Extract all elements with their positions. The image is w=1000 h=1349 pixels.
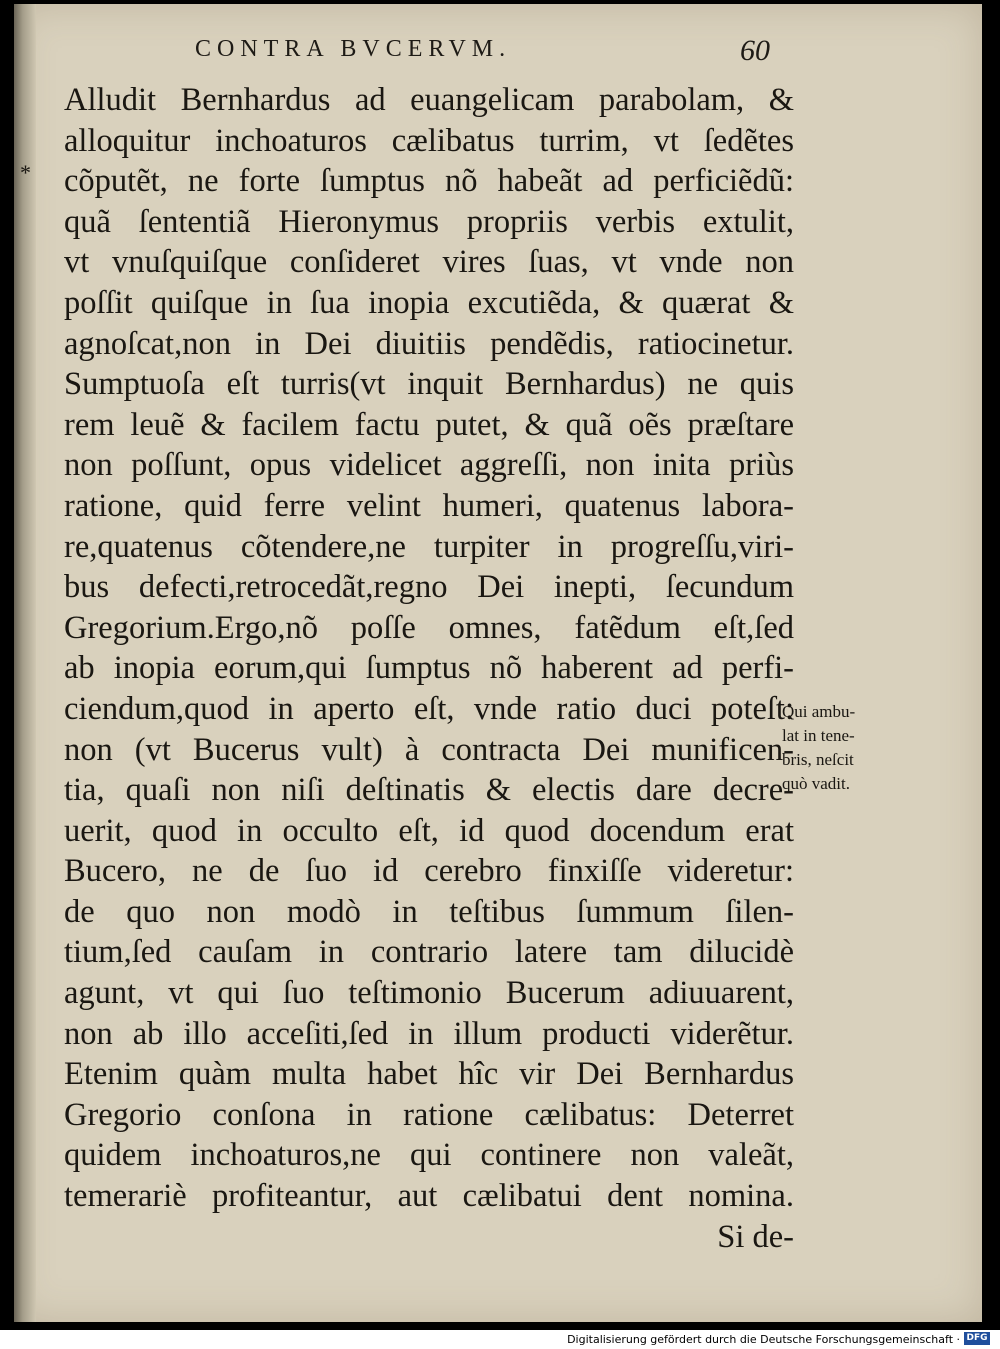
dfg-logo: DFG (964, 1332, 990, 1345)
margin-note-line: quò vadit. (782, 774, 850, 793)
text-line: vt vnuſquiſque conſideret vires ſuas, vt vnde non (64, 244, 794, 281)
text-line: cõputẽt, ne forte ſumptus nõ habeãt ad perficiẽdũ: (64, 163, 794, 200)
text-line: poſſit quiſque in ſua inopia excutiẽda, & quærat & (64, 284, 794, 321)
text-line: de quo non modò in teſtibus ſummum ſilen- (64, 893, 794, 930)
page-gutter-edge (14, 4, 36, 1322)
margin-note-line: Qui ambu- (782, 702, 856, 721)
text-line: Etenim quàm multa habet hîc vir Dei Bernhardus (64, 1056, 794, 1093)
text-line: re,quatenus cõtendere,ne turpiter in progreſſu,viri- (64, 528, 794, 565)
margin-note-line: bris, neſcit (782, 750, 854, 769)
text-line: ratione, quid ferre velint humeri, quatenus labora- (64, 487, 794, 524)
catchword: Si de- (717, 1218, 794, 1255)
text-line: agnoſcat,non in Dei diuitiis pendẽdis, ratiocinetur. (64, 325, 794, 362)
running-head: CONTRA BVCERVM. (195, 36, 512, 62)
text-line: non (vt Bucerus vult) à contracta Dei munificen- (64, 731, 794, 768)
text-line: Bucero, ne de ſuo id cerebro finxiſſe videretur: (64, 853, 794, 890)
text-line: non ab illo acceſiti,ſed in illum producti viderẽtur. (64, 1015, 794, 1052)
funding-credit: Digitalisierung gefördert durch die Deutsche Forschungsgemeinschaft · (567, 1333, 960, 1346)
text-line: Alludit Bernhardus ad euangelicam parabolam, & (64, 82, 794, 118)
margin-asterisk: * (20, 160, 31, 185)
text-line: alloquitur inchoaturos cælibatus turrim, vt ſedẽtes (64, 122, 794, 159)
margin-note-line: lat in tene- (782, 726, 855, 745)
text-line: temerariè profiteantur, aut cælibatui dent nomina. (64, 1178, 794, 1215)
text-line: rem leuẽ & facilem factu putet, & quã oẽs præſtare (64, 406, 794, 443)
margin-note (782, 700, 892, 796)
text-line: Sumptuoſa eſt turris(vt inquit Bernhardus) ne quis (64, 366, 794, 403)
text-line: Gregorio conſona in ratione cælibatus: Deterret (64, 1096, 794, 1133)
text-line: quã ſententiã Hieronymus propriis verbis extulit, (64, 203, 794, 240)
body-text (64, 80, 794, 1257)
text-line: agunt, vt qui ſuo teſtimonio Bucerum adiuuarent, (64, 975, 794, 1012)
text-line: tium,ſed cauſam in contrario latere tam dilucidè (64, 934, 794, 971)
page-number: 60 (740, 34, 770, 67)
text-line: tia, quaſi non niſi deſtinatis & electis dare decre- (64, 772, 794, 809)
text-line: ciendum,quod in aperto eſt, vnde ratio duci poteſt: (64, 690, 794, 727)
text-line: bus defecti,retrocedãt,regno Dei inepti, ſecundum (64, 569, 794, 606)
text-line: non poſſunt, opus videlicet aggreſſi, non inita priùs (64, 447, 794, 484)
text-line: uerit, quod in occulto eſt, id quod docendum erat (64, 812, 794, 849)
text-line: quidem inchoaturos,ne qui continere non valeãt, (64, 1137, 794, 1174)
text-line: ab inopia eorum,qui ſumptus nõ haberent ad perfi- (64, 650, 794, 687)
text-line: Gregorium.Ergo,nõ poſſe omnes, fatẽdum eſt,ſed (64, 609, 794, 646)
